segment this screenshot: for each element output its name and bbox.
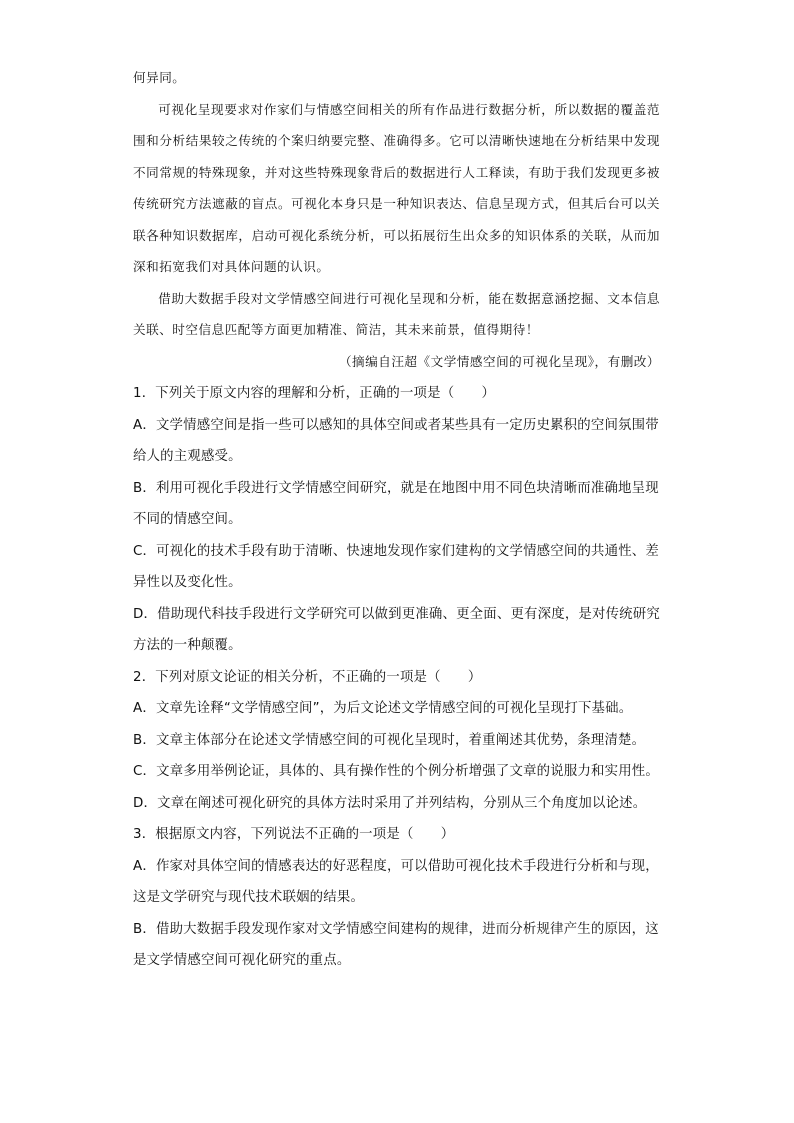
reading-passage <box>133 62 660 377</box>
question-stem: 2．下列对原文论证的相关分析，不正确的一项是（ ） <box>133 669 482 685</box>
option-a: A．文学情感空间是指一些可以感知的具体空间或者某些具有一定历史累积的空间氛围带给人的主观感受。 <box>133 417 659 464</box>
option-a: A．文章先诠释“文学情感空间”，为后文论述文学情感空间的可视化呈现打下基础。 <box>133 701 633 716</box>
question-2 <box>133 662 660 820</box>
question-stem: 1．下列关于原文内容的理解和分析，正确的一项是（ ） <box>133 386 496 401</box>
option-c: C．文章多用举例论证，具体的、具有操作性的个例分析增强了文章的说服力和实用性。 <box>133 764 659 779</box>
option-b: B．借助大数据手段发现作家对文学情感空间建构的规律，进而分析规律产生的原因，这是文学情感空间可视化研究的重点。 <box>133 921 659 968</box>
question-stem: 3．根据原文内容，下列说法不正确的一项是（ ） <box>133 827 455 842</box>
passage-paragraph: 借助大数据手段对文学情感空间进行可视化呈现和分析，能在数据意涵挖掘、文本信息关联、时空信息匹配等方面更加精准、简洁，其未来前景，值得期待！ <box>133 290 660 337</box>
passage-carry-over: 何异同。 <box>133 70 186 85</box>
question-3 <box>133 819 660 977</box>
passage-paragraph: 可视化呈现要求对作家们与情感空间相关的所有作品进行数据分析，所以数据的覆盖范围和分析结果较之传统的个案归纳要完整、准确得多。它可以清晰快速地在分析结果中发现不同常规的特殊现象，并对这些特殊现象背后的数据进行人工释读，有助于我们发现更多被传统研究方法遮蔽的盲点。可视化本身只是一种知识表达、信息呈现方式，但其后台可以关联各种知识数据库，启动可视化系统分析，可以拓展衍生出众多的知识体系的关联，从而加深和拓宽我们对具体问题的认识。 <box>133 101 660 274</box>
question-list <box>133 378 660 977</box>
question-1 <box>133 378 660 662</box>
passage-source: （摘编自汪超《文学情感空间的可视化呈现》，有删改） <box>338 353 660 369</box>
option-b: B．利用可视化手段进行文学情感空间研究，就是在地图中用不同色块清晰而准确地呈现不同的情感空间。 <box>133 480 659 527</box>
option-c: C．可视化的技术手段有助于清晰、快速地发现作家们建构的文学情感空间的共通性、差异性以及变化性。 <box>133 543 659 590</box>
option-d: D．文章在阐述可视化研究的具体方法时采用了并列结构，分别从三个角度加以论述。 <box>133 795 647 811</box>
option-a: A．作家对具体空间的情感表达的好恶程度，可以借助可视化技术手段进行分析和与现，这是文学研究与现代技术联姻的结果。 <box>133 858 659 905</box>
option-b: B．文章主体部分在论述文学情感空间的可视化呈现时，着重阐述其优势，条理清楚。 <box>133 732 646 748</box>
option-d: D．借助现代科技手段进行文学研究可以做到更准确、更全面、更有深度，是对传统研究方法的一种颠覆。 <box>133 606 660 653</box>
